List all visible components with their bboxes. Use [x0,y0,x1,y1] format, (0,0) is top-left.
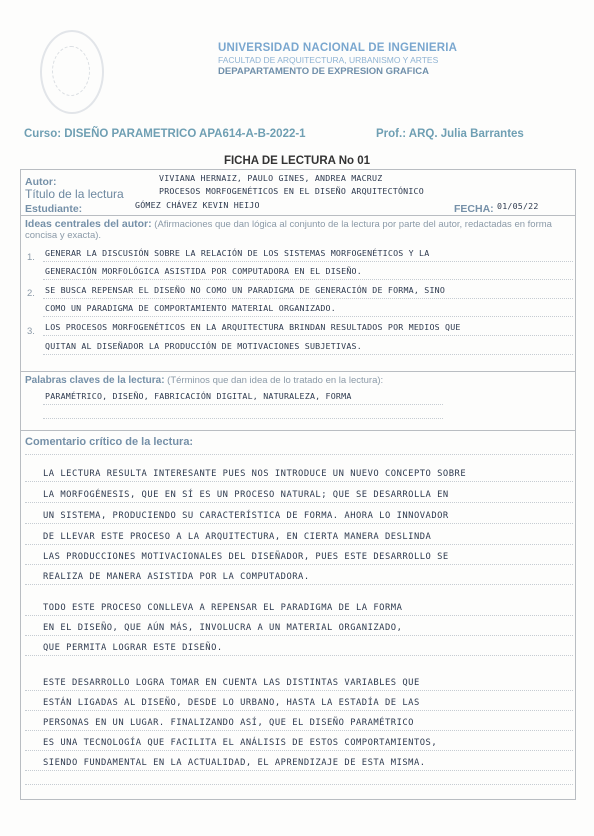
ideas-section [25,219,573,241]
dotted-rule [43,279,573,280]
titulo-value: PROCESOS MORFOGENÉTICOS EN EL DISEÑO ARQUITECTÓNICO [159,186,424,196]
dotted-rule [25,710,573,711]
comment-label: Comentario crítico de la lectura: [25,436,194,448]
professor-line: Prof.: ARQ. Julia Barrantes [376,128,524,140]
dotted-rule [25,750,573,751]
dotted-rule [43,261,573,262]
dotted-rule [25,655,573,656]
university-name: UNIVERSIDAD NACIONAL DE INGENIERIA [218,42,458,54]
ideas-hint: (Afirmaciones que dan lógica al conjunto de la lectura por parte del autor, redactadas en forma concisa y exacta). [25,219,552,241]
dotted-rule [25,784,573,785]
idea-number: 1. [27,252,35,263]
comment-line: LAS PRODUCCIONES MOTIVACIONALES DEL DISEÑADOR, PUES ESTE DESARROLLO SE [43,552,449,562]
fecha-label: FECHA: [454,203,494,215]
dotted-rule [43,316,573,317]
comment-line: REALIZA DE MANERA ASISTIDA POR LA COMPUTADORA. [43,572,310,582]
comment-line: LA LECTURA RESULTA INTERESANTE PUES NOS INTRODUCE UN NUEVO CONCEPTO SOBRE [43,469,467,479]
idea-line: SE BUSCA REPENSAR EL DISEÑO NO COMO UN PARADIGMA DE GENERACIÓN DE FORMA, SINO [45,285,446,295]
keywords-section [25,375,573,386]
dotted-rule [25,635,573,636]
keywords-label: Palabras claves de la lectura: [25,375,165,386]
keywords-hint: (Términos que dan idea de lo tratado en la lectura): [167,375,384,386]
dotted-rule [25,690,573,691]
comment-line: ES UNA TECNOLOGÍA QUE FACILITA EL ANÁLISIS DE ESTOS COMPORTAMIENTOS, [43,738,438,748]
autor-label: Autor: [25,176,57,188]
dotted-rule [43,404,443,405]
form-title: FICHA DE LECTURA No 01 [223,155,371,167]
dotted-rule [25,730,573,731]
autor-value: VIVIANA HERNAIZ, PAULO GINES, ANDREA MACRUZ [159,173,383,183]
comment-line: DE LLEVAR ESTE PROCESO A LA ARQUITECTURA, EN CIERTA MANERA DESLINDA [43,532,432,542]
faculty-name: FACULTAD DE ARQUITECTURA, URBANISMO Y ARTES [218,55,439,65]
dotted-rule [43,298,573,299]
dotted-rule [25,770,573,771]
comment-line: PERSONAS EN UN LUGAR. FINALIZANDO ASÍ, QUE EL DISEÑO PARAMÉTRICO [43,718,414,728]
course-line: Curso: DISEÑO PARAMETRICO APA614-A-B-2022-1 [24,128,306,140]
institution-header [218,42,498,77]
idea-line: LOS PROCESOS MORFOGENÉTICOS EN LA ARQUITECTURA BRINDAN RESULTADOS POR MEDIOS QUE [45,322,461,332]
comment-line: UN SISTEMA, PRODUCIENDO SU CARACTERÍSTICA DE FORMA. AHORA LO INNOVADOR [43,511,449,521]
dotted-rule [25,454,573,455]
comment-line: QUE PERMITA LOGRAR ESTE DISEÑO. [43,643,223,653]
idea-line: COMO UN PARADIGMA DE COMPORTAMIENTO MATERIAL ORGANIZADO. [45,303,336,313]
divider [21,215,575,216]
comment-line: EN EL DISEÑO, QUE AÚN MÁS, INVOLUCRA A UN MATERIAL ORGANIZADO, [43,623,403,633]
department-name: DEPAPARTAMENTO DE EXPRESION GRAFICA [218,66,429,77]
dotted-rule [25,481,573,482]
dotted-rule [25,584,573,585]
idea-line: GENERACIÓN MORFOLÓGICA ASISTIDA POR COMPUTADORA EN EL DISEÑO. [45,266,362,276]
form-sheet [20,169,576,800]
divider [21,371,575,372]
divider [21,430,575,431]
comment-line: TODO ESTE PROCESO CONLLEVA A REPENSAR EL PARADIGMA DE LA FORMA [43,603,403,613]
comment-line: ESTE DESARROLLO LOGRA TOMAR EN CUENTA LAS DISTINTAS VARIABLES QUE [43,678,420,688]
idea-number: 2. [27,288,35,299]
estudiante-label: Estudiante: [25,203,83,215]
dotted-rule [25,564,573,565]
idea-line: GENERAR LA DISCUSIÓN SOBRE LA RELACIÓN DE LOS SISTEMAS MORFOGENÉTICOS Y LA [45,248,430,258]
fecha-value: 01/05/22 [497,201,539,211]
idea-number: 3. [27,326,35,337]
dotted-rule [25,502,573,503]
comment-line: ESTÁN LIGADAS AL DISEÑO, DESDE LO URBANO, HASTA LA ESTADÍA DE LAS [43,698,420,708]
keywords-value: PARAMÉTRICO, DISEÑO, FABRICACIÓN DIGITAL, NATURALEZA, FORMA [45,391,352,401]
dotted-rule [25,523,573,524]
dotted-rule [43,354,573,355]
ideas-label: Ideas centrales del autor: [25,218,152,230]
dotted-rule [25,544,573,545]
dotted-rule [43,335,573,336]
comment-line: LA MORFOGÉNESIS, QUE EN SÍ ES UN PROCESO NATURAL; QUE SE DESARROLLA EN [43,490,449,500]
dotted-rule [25,615,573,616]
estudiante-value: GÓMEZ CHÁVEZ KEVIN HEIJO [135,200,260,210]
titulo-label: Título de la lectura [25,187,124,201]
dotted-rule [43,418,443,419]
idea-line: QUITAN AL DISEÑADOR LA PRODUCCIÓN DE MOTIVACIONES SUBJETIVAS. [45,341,362,351]
comment-line: SIENDO FUNDAMENTAL EN LA ACTUALIDAD, EL APRENDIZAJE DE ESTA MISMA. [43,758,426,768]
university-seal-icon [40,30,104,114]
